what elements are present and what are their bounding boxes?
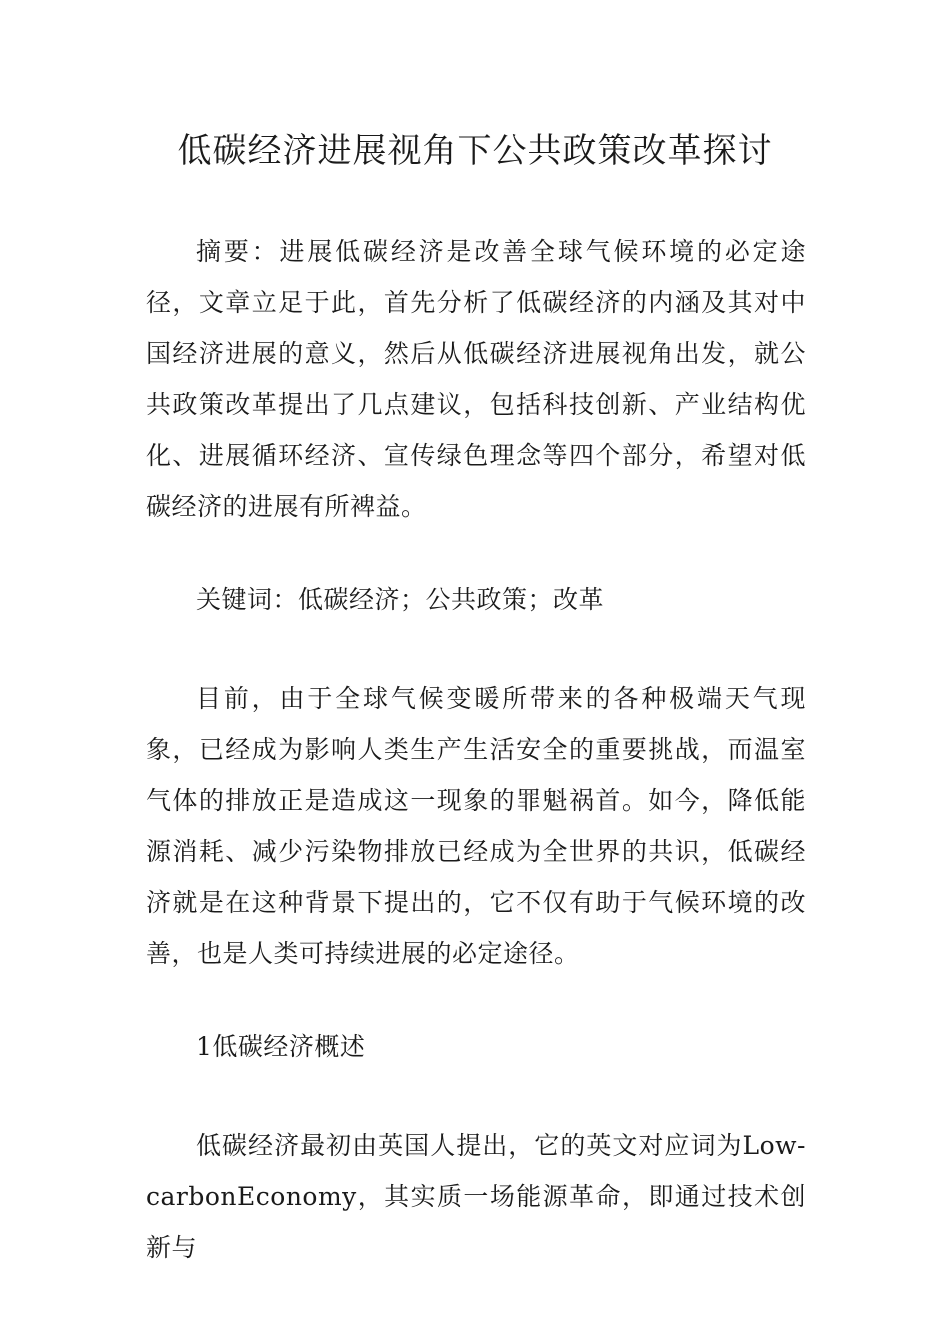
- abstract-paragraph: 摘要：进展低碳经济是改善全球气候环境的必定途径，文章立足于此，首先分析了低碳经济的内涵及其对中国经济进展的意义，然后从低碳经济进展视角出发，就公共政策改革提出了几点建议，包括科技创新、产业结构优化、进展循环经济、宣传绿色理念等四个部分，希望对低碳经济的进展有所裨益。: [146, 237, 806, 521]
- section-heading: 1低碳经济概述: [196, 1032, 366, 1061]
- section-body-paragraph: 低碳经济最初由英国人提出，它的英文对应词为Low-carbonEconomy，其实质一场能源革命，即通过技术创新与: [146, 1131, 806, 1262]
- document-title: 低碳经济进展视角下公共政策改革探讨: [177, 131, 773, 171]
- keywords-paragraph: 关键词：低碳经济；公共政策；改革: [196, 585, 605, 614]
- intro-paragraph: 目前，由于全球气候变暖所带来的各种极端天气现象，已经成为影响人类生产生活安全的重要挑战，而温室气体的排放正是造成这一现象的罪魁祸首。如今，降低能源消耗、减少污染物排放已经成为全世界的共识，低碳经济就是在这种背景下提出的，它不仅有助于气候环境的改善，也是人类可持续进展的必定途径。: [146, 684, 806, 968]
